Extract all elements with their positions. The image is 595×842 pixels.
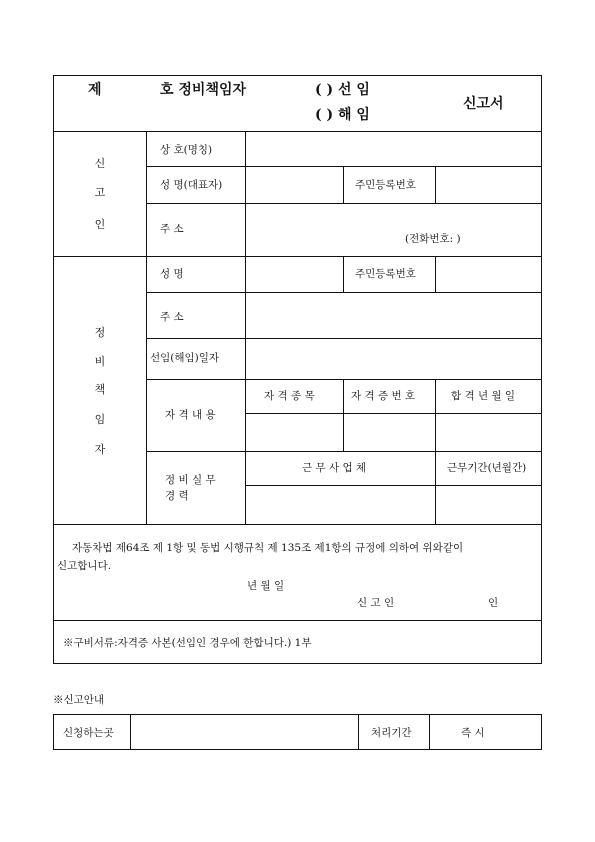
cell-divider: [435, 451, 436, 525]
declaration-date: 년 월 일: [247, 580, 285, 592]
reporter-name-label: 성 명(대표자): [160, 179, 223, 191]
manager-side-char: 임: [94, 413, 106, 426]
qual-date-field[interactable]: [437, 415, 540, 450]
manager-row-line: [146, 379, 542, 380]
guide-cell-divider: [358, 714, 359, 750]
qual-date-header: 합 격 년 월 일: [451, 390, 516, 402]
appointment-date-label: 선임(해임)일자: [150, 352, 220, 364]
qual-number-field[interactable]: [345, 415, 434, 450]
form-top-border: [53, 75, 542, 76]
manager-divider: [53, 524, 542, 525]
manager-regno-label: 주민등록번호: [355, 268, 416, 280]
guide-top-border: [53, 714, 542, 715]
manager-side-char: 책: [94, 383, 106, 396]
qual-number-header: 자 격 증 번 호: [351, 390, 416, 402]
manager-side-char: 정: [94, 326, 106, 339]
cell-divider: [435, 379, 436, 451]
reporter-divider: [53, 256, 542, 257]
guide-bottom-border: [53, 749, 542, 750]
reporter-side-char: 고: [94, 186, 106, 199]
workplace-header: 근 무 사 업 체: [302, 462, 367, 474]
form-right-border: [541, 75, 542, 664]
guide-cell-divider: [130, 714, 131, 750]
qual-type-field[interactable]: [247, 415, 342, 450]
company-label: 상 호(명칭): [160, 144, 213, 156]
form-title: 호 정비책임자: [160, 82, 247, 98]
work-period-header: 근무기간(년월간): [447, 462, 527, 474]
qualification-label: 자 격 내 용: [165, 409, 216, 421]
declaration-text-cont: 신고합니다.: [57, 560, 112, 572]
reporter-name-field[interactable]: [247, 168, 342, 202]
cell-divider: [435, 256, 436, 292]
manager-name-label: 성 명: [160, 268, 184, 280]
appointment-date-field[interactable]: [247, 340, 540, 378]
label-column-divider: [245, 131, 246, 525]
processing-period-value: 즉 시: [461, 727, 485, 739]
guide-title: ※신고안내: [53, 694, 105, 706]
report-label: 신고서: [463, 96, 504, 112]
declaration-text: 자동차법 제64조 제 1항 및 동법 시행규칙 제 135조 제1항의 규정에 의하여 위와같이: [72, 542, 464, 554]
place-label: 신청하는곳: [63, 727, 114, 739]
signer-label: 신 고 인: [357, 597, 395, 609]
processing-period-label: 처리기간: [371, 727, 412, 739]
career-sub-line: [245, 485, 542, 486]
guide-left-border: [53, 714, 54, 750]
header-divider: [53, 131, 542, 132]
cell-divider: [435, 166, 436, 203]
reporter-regno-field[interactable]: [437, 168, 540, 202]
place-field[interactable]: [132, 716, 357, 748]
cell-divider: [343, 166, 344, 203]
reporter-row-line: [146, 166, 542, 167]
cell-divider: [343, 379, 344, 451]
workplace-field[interactable]: [247, 487, 434, 523]
manager-row-line: [146, 451, 542, 452]
dismissal-option: ( ) 해 임: [315, 107, 370, 123]
form-left-border: [53, 75, 54, 664]
form-bottom-border: [53, 663, 542, 664]
manager-address-field[interactable]: [247, 294, 540, 337]
qual-sub-line: [245, 413, 542, 414]
reporter-regno-label: 주민등록번호: [355, 179, 416, 191]
manager-regno-field[interactable]: [437, 258, 540, 291]
cell-divider: [343, 256, 344, 292]
qual-type-header: 자 격 종 목: [264, 390, 315, 402]
reporter-phone-label: (전화번호: ): [405, 233, 461, 245]
manager-row-line: [146, 338, 542, 339]
career-label-line2: 경 력: [165, 490, 189, 502]
declaration-divider: [53, 620, 542, 621]
work-period-field[interactable]: [437, 487, 540, 523]
manager-address-label: 주 소: [160, 311, 184, 323]
form-number-prefix: 제: [88, 82, 102, 98]
appointment-option: ( ) 선 임: [315, 82, 370, 98]
company-field[interactable]: [247, 133, 540, 165]
reporter-side-char: 신: [94, 157, 106, 170]
manager-row-line: [146, 292, 542, 293]
required-documents: ※구비서류:자격증 사본(선임인 경우에 한합니다.) 1부: [63, 637, 312, 649]
seal-label: 인: [488, 597, 499, 609]
reporter-address-label: 주 소: [160, 223, 184, 235]
reporter-side-char: 인: [94, 218, 106, 231]
guide-cell-divider: [429, 714, 430, 750]
reporter-address-field[interactable]: [247, 205, 540, 255]
side-column-divider: [146, 131, 147, 525]
career-label-line1: 정 비 실 무: [165, 474, 216, 486]
manager-side-char: 자: [94, 443, 106, 456]
manager-side-char: 비: [94, 355, 106, 368]
reporter-row-line: [146, 203, 542, 204]
manager-name-field[interactable]: [247, 258, 342, 291]
guide-right-border: [541, 714, 542, 750]
